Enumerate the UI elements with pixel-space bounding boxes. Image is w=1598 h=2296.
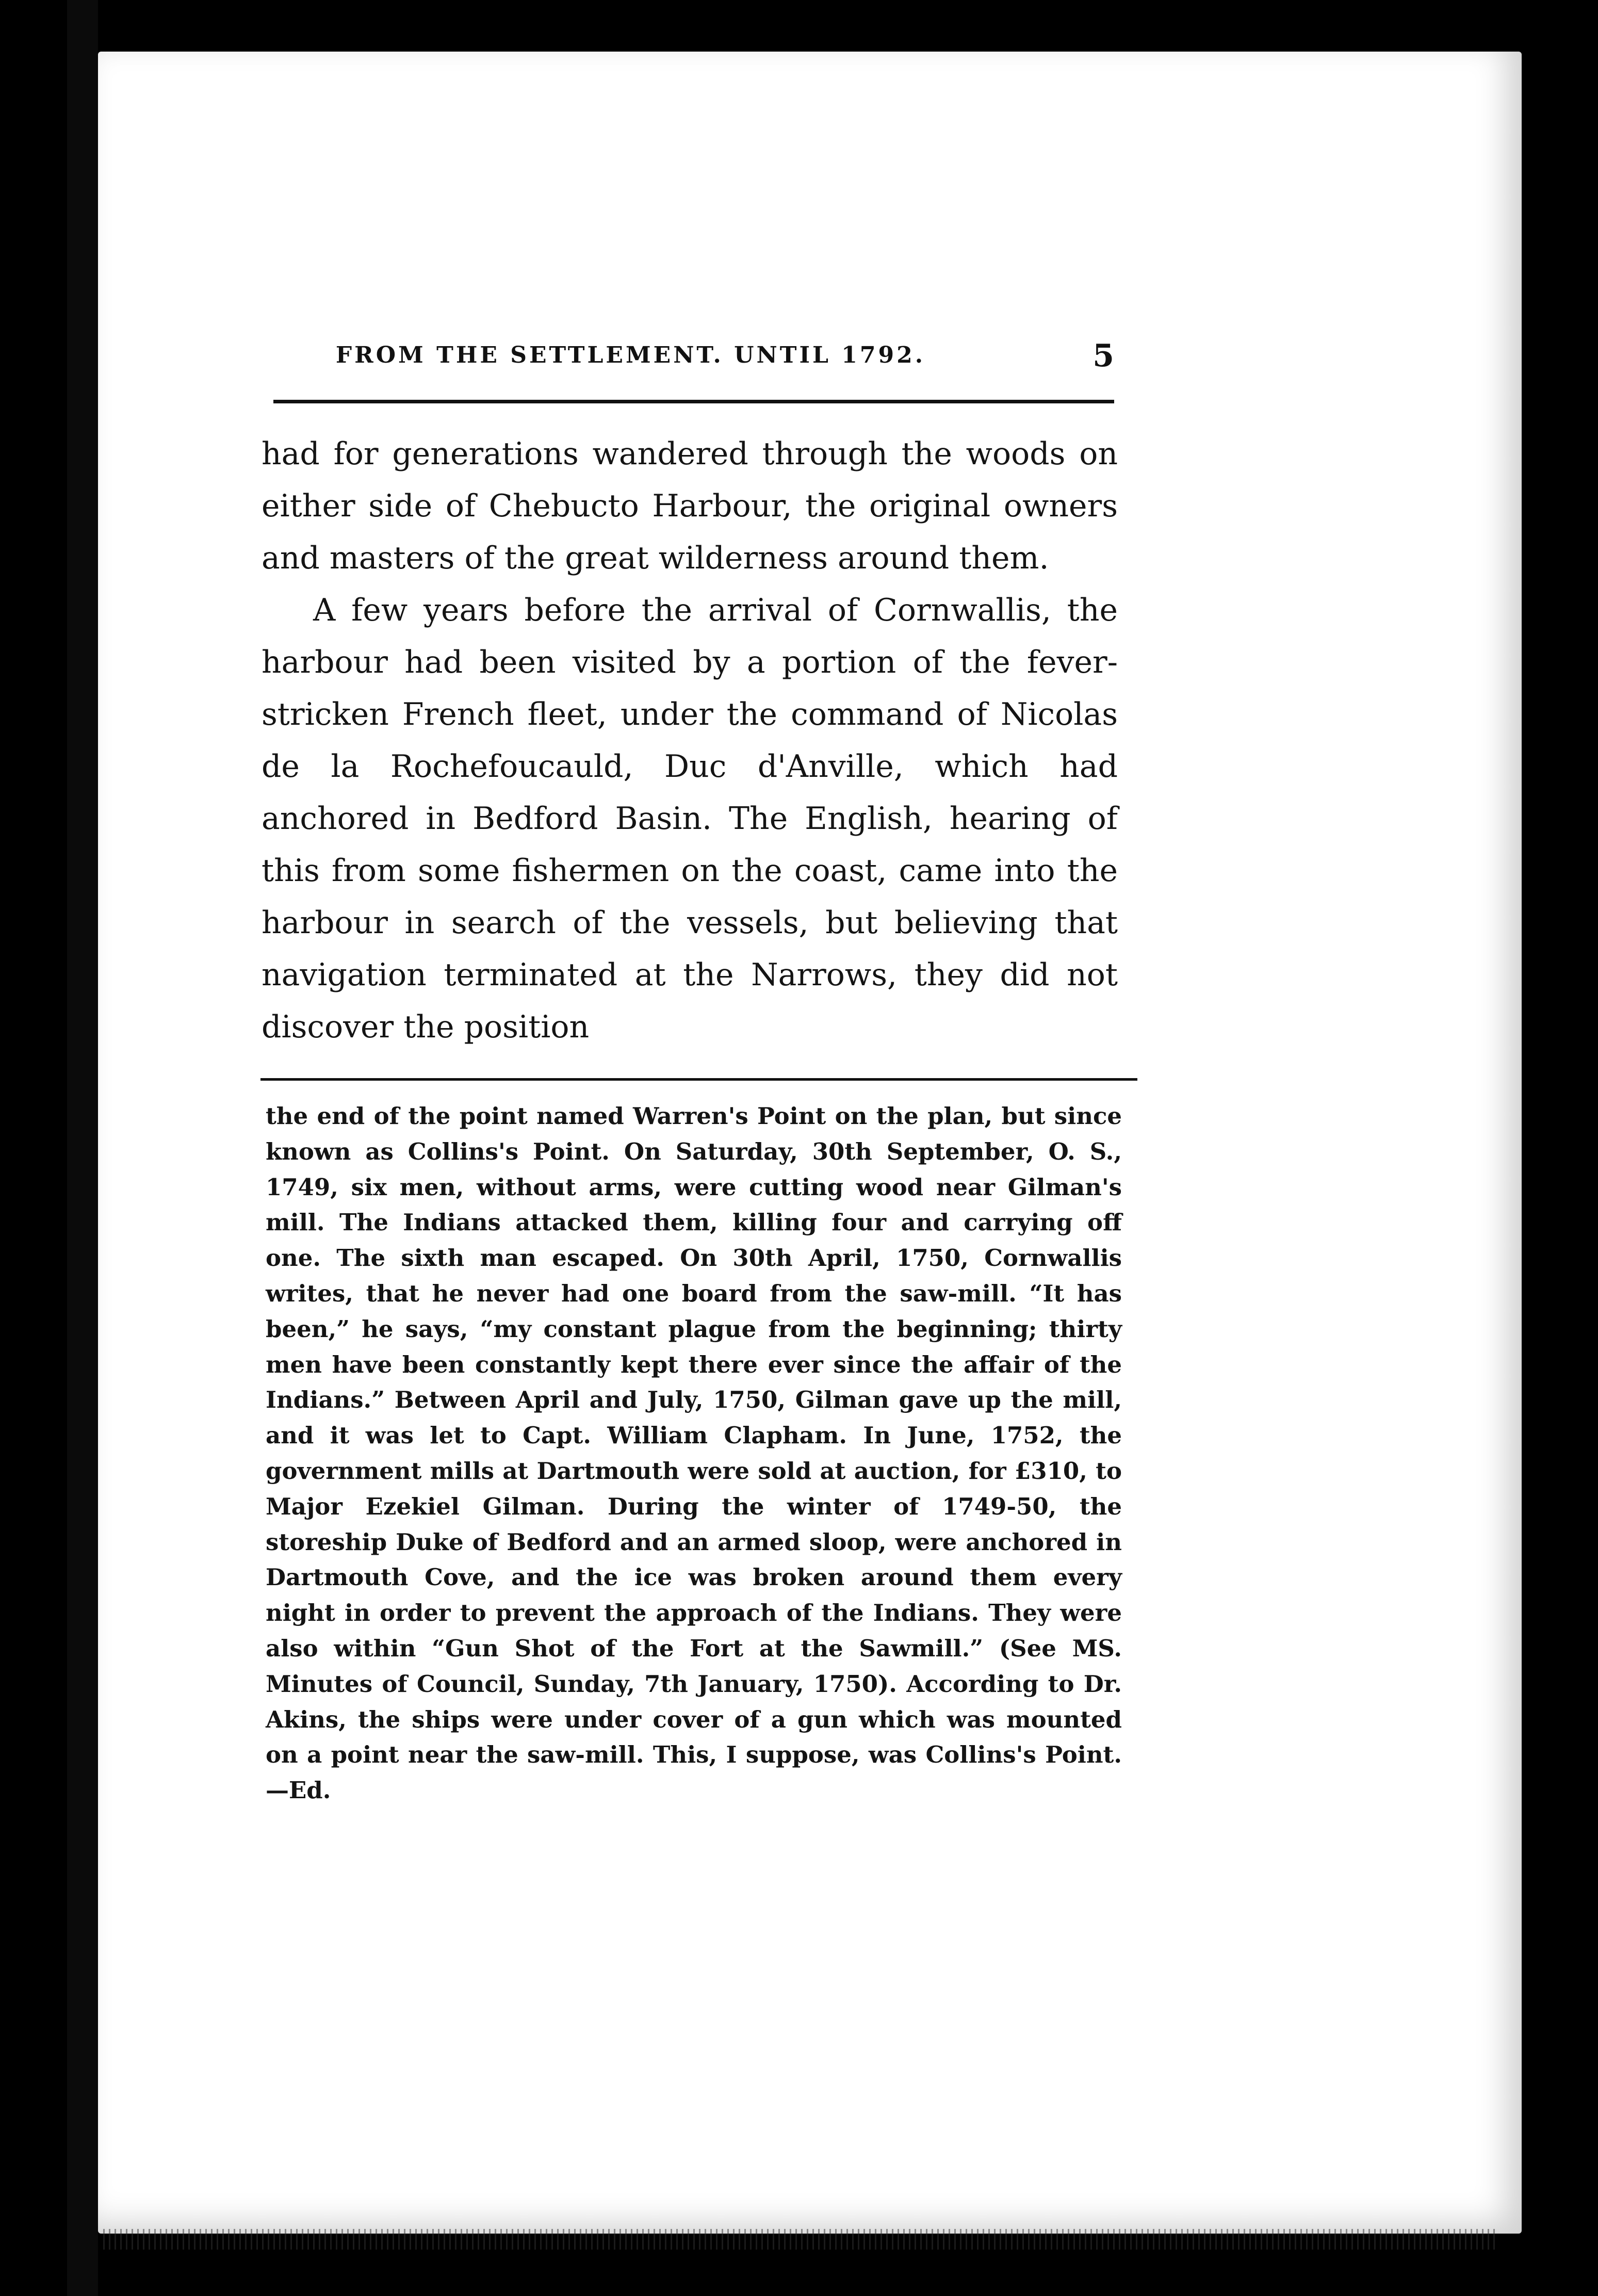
running-head: FROM THE SETTLEMENT. UNTIL 1792.	[335, 342, 926, 368]
paragraph-1: had for generations wandered through the woods on either side of Chebucto Harbour, the original owners and masters of the great wilderness around them.	[262, 436, 1118, 576]
main-text	[262, 428, 1118, 1053]
footnote	[266, 1099, 1122, 1809]
footnote-rule	[260, 1078, 1137, 1081]
page-number: 5	[1092, 338, 1114, 374]
scan-noise	[103, 2229, 1496, 2250]
header-rule	[273, 400, 1114, 403]
binding-edge	[67, 0, 98, 2296]
page-header	[260, 338, 1114, 379]
footnote-text: the end of the point named Warren's Point on the plan, but since known as Collins's Point. On Saturday, 30th September, O. S., 1749, six men, without arms, were cutting wood near Gilman's mill. The Indians attacked them, killing four and carrying off one. The sixth man escaped. On 30th April, 1750, Cornwallis writes, that he never had one board from the saw-mill. “It has been,” he says, “my constant plague from the beginning; thirty men have been constantly kept there ever since the affair of the Indians.” Between April and July, 1750, Gilman gave up the mill, and it was let to Capt. William Clapham. In June, 1752, the government mills at Dartmouth were sold at auction, for £310, to Major Ezekiel Gilman. During the winter of 1749-50, the storeship Duke of Bedford and an armed sloop, were anchored in Dartmouth Cove, and the ice was broken around them every night in order to prevent the approach of the Indians. They were also within “Gun Shot of the Fort at the Sawmill.” (See MS. Minutes of Council, Sunday, 7th January, 1750). According to Dr. Akins, the ships were under cover of a gun which was mounted on a point near the saw-mill. This, I suppose, was Collins's Point.—Ed.	[266, 1102, 1122, 1804]
paragraph-2: A few years before the arrival of Cornwallis, the harbour had been visited by a portion of the fever-stricken French fleet, under the command of Nicolas de la Rochefoucauld, Duc d'Anville, which had anchored in Bedford Basin. The English, hearing of this from some fishermen on the coast, came into the harbour in search of the vessels, but believing that navigation terminated at the Narrows, they did not discover the position	[262, 592, 1118, 1045]
